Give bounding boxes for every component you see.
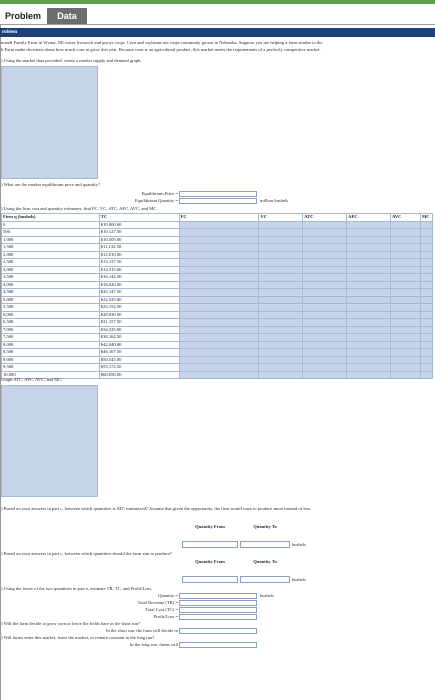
- answer-cell[interactable]: [259, 356, 303, 364]
- column-header: TC: [99, 214, 179, 222]
- answer-cell[interactable]: [303, 326, 347, 334]
- answer-cell[interactable]: [259, 364, 303, 372]
- short-run-label: In the short run, the farm will decide to: [105, 628, 178, 633]
- answer-cell[interactable]: [420, 356, 432, 364]
- profit-loss-label: Profit/Loss =: [153, 614, 178, 619]
- table-row: [2, 364, 433, 372]
- table-row: [2, 326, 433, 334]
- table-row: [2, 274, 433, 282]
- part-c-prompt: ) Using the firm cost and quantity estimates, find FC, VC, ATC, AFC, AVC, and MC.: [1, 206, 158, 211]
- part-d-to-input[interactable]: [240, 541, 290, 548]
- part-e-from-label: Quantity From: [195, 559, 225, 564]
- answer-cell[interactable]: [179, 326, 259, 334]
- answer-cell[interactable]: [179, 281, 259, 289]
- answer-cell[interactable]: [303, 334, 347, 342]
- equilibrium-quantity-input[interactable]: [179, 198, 257, 204]
- answer-cell[interactable]: [303, 236, 347, 244]
- table-row: [2, 311, 433, 319]
- tc-cell: $31,157.50: [99, 319, 179, 327]
- column-header: ATC: [303, 214, 347, 222]
- answer-cell[interactable]: [347, 281, 391, 289]
- answer-cell[interactable]: [303, 311, 347, 319]
- answer-cell[interactable]: [259, 349, 303, 357]
- answer-cell[interactable]: [179, 244, 259, 252]
- answer-cell[interactable]: [259, 326, 303, 334]
- column-header: MC: [420, 214, 432, 222]
- intro-line-1: mandt Family Farm in Wynot, NE raises livestock and grows crops. Corn and soybeans are crops commonly grown in Nebraska. Suppose you are helping a farm similar to the: [1, 40, 323, 45]
- answer-cell[interactable]: [303, 296, 347, 304]
- answer-cell[interactable]: [259, 274, 303, 282]
- long-run-label: In the long run, farms will: [129, 642, 178, 647]
- cost-table-header: [2, 214, 433, 222]
- answer-cell[interactable]: [179, 371, 259, 379]
- firm-q-cell: 1,500: [2, 244, 100, 252]
- answer-cell[interactable]: [259, 259, 303, 267]
- answer-cell[interactable]: [347, 244, 391, 252]
- answer-cell[interactable]: [259, 311, 303, 319]
- table-row: [2, 296, 433, 304]
- answer-cell[interactable]: [391, 334, 421, 342]
- firm-q-cell: 4,500: [2, 289, 100, 297]
- answer-cell[interactable]: [303, 364, 347, 372]
- answer-cell[interactable]: [420, 326, 432, 334]
- part-e-prompt: ) Based on your answers in part c, between which quantities should the farm aim to produce?: [1, 551, 173, 556]
- answer-cell[interactable]: [391, 289, 421, 297]
- answer-cell[interactable]: [259, 296, 303, 304]
- answer-cell[interactable]: [303, 319, 347, 327]
- column-header: FC: [179, 214, 259, 222]
- table-row: [2, 371, 433, 379]
- cost-table: [1, 213, 433, 379]
- answer-cell[interactable]: [347, 274, 391, 282]
- firm-q-cell: 2,000: [2, 251, 100, 259]
- answer-cell[interactable]: [391, 296, 421, 304]
- firm-q-cell: 8,500: [2, 349, 100, 357]
- answer-cell[interactable]: [303, 281, 347, 289]
- firm-q-cell: 9,500: [2, 364, 100, 372]
- answer-cell[interactable]: [347, 289, 391, 297]
- answer-cell[interactable]: [347, 221, 391, 229]
- answer-cell[interactable]: [391, 341, 421, 349]
- answer-cell[interactable]: [347, 356, 391, 364]
- problem-band: [0, 28, 435, 37]
- firm-q-cell: 6,000: [2, 311, 100, 319]
- table-row: [2, 221, 433, 229]
- answer-cell[interactable]: [303, 274, 347, 282]
- answer-cell[interactable]: [259, 229, 303, 237]
- answer-cell[interactable]: [303, 259, 347, 267]
- firm-q-cell: 10,000: [2, 371, 100, 379]
- answer-cell[interactable]: [420, 221, 432, 229]
- tc-cell: $13,137.50: [99, 259, 179, 267]
- answer-cell[interactable]: [391, 364, 421, 372]
- firm-q-cell: 1,000: [2, 236, 100, 244]
- part-f-quantity-input[interactable]: [179, 593, 257, 599]
- answer-cell[interactable]: [420, 371, 432, 379]
- tc-cell: $42,040.00: [99, 341, 179, 349]
- answer-cell[interactable]: [179, 304, 259, 312]
- part-e-to-label: Quantity To: [253, 559, 277, 564]
- answer-cell[interactable]: [179, 236, 259, 244]
- answer-cell[interactable]: [347, 349, 391, 357]
- answer-cell[interactable]: [391, 319, 421, 327]
- profit-loss-input[interactable]: [179, 614, 257, 620]
- answer-cell[interactable]: [303, 244, 347, 252]
- part-h-prompt: ) Will farms enter this market, leave the market, or remain constant in the long run?: [1, 635, 155, 640]
- answer-cell[interactable]: [391, 371, 421, 379]
- answer-cell[interactable]: [179, 251, 259, 259]
- answer-cell[interactable]: [420, 251, 432, 259]
- answer-cell[interactable]: [391, 356, 421, 364]
- answer-cell[interactable]: [303, 266, 347, 274]
- answer-cell[interactable]: [179, 266, 259, 274]
- answer-cell[interactable]: [179, 341, 259, 349]
- answer-cell[interactable]: [420, 311, 432, 319]
- equilibrium-quantity-unit: million bushels: [260, 198, 289, 203]
- answer-cell[interactable]: [347, 251, 391, 259]
- part-d-unit: bushels: [292, 542, 306, 547]
- answer-cell[interactable]: [391, 326, 421, 334]
- table-row: [2, 244, 433, 252]
- table-row: [2, 266, 433, 274]
- answer-cell[interactable]: [347, 259, 391, 267]
- answer-cell[interactable]: [391, 259, 421, 267]
- column-header: VC: [259, 214, 303, 222]
- answer-cell[interactable]: [179, 229, 259, 237]
- answer-cell[interactable]: [303, 304, 347, 312]
- answer-cell[interactable]: [259, 281, 303, 289]
- answer-cell[interactable]: [391, 274, 421, 282]
- firm-q-cell: 4,000: [2, 281, 100, 289]
- table-row: [2, 319, 433, 327]
- answer-cell[interactable]: [303, 349, 347, 357]
- tc-cell: $22,525.00: [99, 296, 179, 304]
- answer-cell[interactable]: [391, 221, 421, 229]
- firm-q-cell: 2,500: [2, 259, 100, 267]
- answer-cell[interactable]: [259, 341, 303, 349]
- answer-cell[interactable]: [347, 229, 391, 237]
- answer-cell[interactable]: [179, 364, 259, 372]
- answer-cell[interactable]: [303, 289, 347, 297]
- answer-cell[interactable]: [303, 221, 347, 229]
- table-row: [2, 236, 433, 244]
- answer-cell[interactable]: [347, 319, 391, 327]
- part-f-quantity-label: Quantity =: [158, 593, 178, 598]
- tc-cell: $18,020.00: [99, 281, 179, 289]
- column-header: AVC: [391, 214, 421, 222]
- tab-bar: [0, 0, 435, 22]
- part-f-prompt: ) Using the lower of the two quantities in part e, estimate TR, TC, and Profit/Loss.: [1, 586, 153, 591]
- answer-cell[interactable]: [420, 259, 432, 267]
- answer-cell[interactable]: [179, 221, 259, 229]
- answer-cell[interactable]: [420, 281, 432, 289]
- answer-cell[interactable]: [303, 356, 347, 364]
- answer-cell[interactable]: [347, 236, 391, 244]
- answer-cell[interactable]: [179, 356, 259, 364]
- answer-cell[interactable]: [420, 349, 432, 357]
- answer-cell[interactable]: [391, 229, 421, 237]
- answer-cell[interactable]: [391, 281, 421, 289]
- firm-q-cell: 500: [2, 229, 100, 237]
- answer-cell[interactable]: [420, 229, 432, 237]
- answer-cell[interactable]: [259, 221, 303, 229]
- tc-cell: $20,147.50: [99, 289, 179, 297]
- answer-cell[interactable]: [347, 296, 391, 304]
- answer-cell[interactable]: [303, 251, 347, 259]
- answer-cell[interactable]: [391, 251, 421, 259]
- tab-problem[interactable]: Problem: [0, 8, 46, 24]
- answer-cell[interactable]: [179, 311, 259, 319]
- answer-cell[interactable]: [259, 266, 303, 274]
- answer-cell[interactable]: [259, 334, 303, 342]
- equilibrium-price-label: Equilibrium Price =: [141, 191, 178, 196]
- column-header: AFC: [347, 214, 391, 222]
- long-run-input[interactable]: [179, 642, 257, 648]
- tc-cell: $10,505.00: [99, 236, 179, 244]
- total-revenue-label: Total Revenue (TR) =: [137, 600, 178, 605]
- answer-cell[interactable]: [347, 334, 391, 342]
- part-b-prompt: ) What are the market equilibrium price and quantity?: [1, 182, 100, 187]
- answer-cell[interactable]: [179, 296, 259, 304]
- part-d-prompt: ) Based on your answers in part c, between which quantities is ATC minimized? Assume that given the opportunity, the firm would want to produce more instead of less.: [1, 506, 312, 511]
- tc-cell: $28,030.00: [99, 311, 179, 319]
- table-row: [2, 304, 433, 312]
- answer-cell[interactable]: [391, 311, 421, 319]
- intro-line-2: h Farm make decisions about how much corn to grow this year. Because corn is an agricultural product, this market meets the requirements of a perfectly competitive market.: [1, 47, 321, 52]
- cost-curves-graph-area[interactable]: [1, 385, 98, 497]
- answer-cell[interactable]: [347, 311, 391, 319]
- answer-cell[interactable]: [391, 236, 421, 244]
- answer-cell[interactable]: [259, 244, 303, 252]
- tc-cell: $14,515.00: [99, 266, 179, 274]
- answer-cell[interactable]: [420, 341, 432, 349]
- answer-cell[interactable]: [259, 304, 303, 312]
- answer-cell[interactable]: [420, 304, 432, 312]
- answer-cell[interactable]: [303, 371, 347, 379]
- tc-cell: $46,167.50: [99, 349, 179, 357]
- short-run-input[interactable]: [179, 628, 257, 634]
- tc-cell: $11,132.50: [99, 244, 179, 252]
- part-a-prompt: ) Using the market data provided, create a market supply and demand graph.: [1, 58, 142, 63]
- firm-q-cell: 3,000: [2, 266, 100, 274]
- tab-data[interactable]: Data: [47, 8, 87, 24]
- table-row: [2, 334, 433, 342]
- firm-q-cell: 0: [2, 221, 100, 229]
- firm-q-cell: 7,000: [2, 326, 100, 334]
- total-cost-input[interactable]: [179, 607, 257, 613]
- answer-cell[interactable]: [303, 229, 347, 237]
- table-row: [2, 289, 433, 297]
- table-row: [2, 341, 433, 349]
- column-header: Firm q (bushels): [2, 214, 100, 222]
- answer-cell[interactable]: [420, 244, 432, 252]
- part-e-unit: bushels: [292, 577, 306, 582]
- firm-q-cell: 5,000: [2, 296, 100, 304]
- answer-cell[interactable]: [179, 259, 259, 267]
- tc-cell: $12,010.00: [99, 251, 179, 259]
- equilibrium-price-input[interactable]: [179, 191, 257, 197]
- answer-cell[interactable]: [347, 266, 391, 274]
- tc-cell: $25,152.50: [99, 304, 179, 312]
- answer-cell[interactable]: [420, 274, 432, 282]
- table-row: [2, 356, 433, 364]
- answer-cell[interactable]: [420, 289, 432, 297]
- answer-cell[interactable]: [420, 319, 432, 327]
- tc-cell: $34,535.00: [99, 326, 179, 334]
- tc-cell: $60,050.00: [99, 371, 179, 379]
- table-row: [2, 229, 433, 237]
- answer-cell[interactable]: [420, 364, 432, 372]
- part-e-from-input[interactable]: [182, 576, 238, 583]
- answer-cell[interactable]: [347, 364, 391, 372]
- equilibrium-quantity-label: Equilibrium Quantity =: [134, 198, 178, 203]
- answer-cell[interactable]: [179, 319, 259, 327]
- tc-cell: $10,000.00: [99, 221, 179, 229]
- answer-cell[interactable]: [179, 334, 259, 342]
- answer-cell[interactable]: [179, 289, 259, 297]
- firm-q-cell: 6,500: [2, 319, 100, 327]
- answer-cell[interactable]: [347, 304, 391, 312]
- part-e-to-input[interactable]: [240, 576, 290, 583]
- answer-cell[interactable]: [259, 289, 303, 297]
- supply-demand-graph-area[interactable]: [1, 66, 98, 179]
- tc-cell: $38,162.50: [99, 334, 179, 342]
- answer-cell[interactable]: [391, 349, 421, 357]
- table-row: [2, 251, 433, 259]
- answer-cell[interactable]: [259, 371, 303, 379]
- firm-q-cell: 7,500: [2, 334, 100, 342]
- firm-q-cell: 9,000: [2, 356, 100, 364]
- part-d-from-label: Quantity From: [195, 524, 225, 529]
- answer-cell[interactable]: [347, 326, 391, 334]
- table-row: [2, 259, 433, 267]
- part-f-unit: bushels: [260, 593, 274, 598]
- answer-cell[interactable]: [420, 334, 432, 342]
- table-row: [2, 281, 433, 289]
- answer-cell[interactable]: [179, 274, 259, 282]
- answer-cell[interactable]: [391, 304, 421, 312]
- answer-cell[interactable]: [259, 236, 303, 244]
- tc-cell: $50,545.00: [99, 356, 179, 364]
- answer-cell[interactable]: [420, 266, 432, 274]
- answer-cell[interactable]: [259, 319, 303, 327]
- answer-cell[interactable]: [391, 266, 421, 274]
- part-c-graph-prompt: Graph ATC, AFC, AVC, and MC.: [1, 377, 63, 382]
- firm-q-cell: 5,500: [2, 304, 100, 312]
- answer-cell[interactable]: [420, 236, 432, 244]
- answer-cell[interactable]: [179, 349, 259, 357]
- total-revenue-input[interactable]: [179, 600, 257, 606]
- tc-cell: $16,142.50: [99, 274, 179, 282]
- answer-cell[interactable]: [303, 341, 347, 349]
- answer-cell[interactable]: [347, 341, 391, 349]
- answer-cell[interactable]: [391, 244, 421, 252]
- problem-band-label: roblem: [2, 30, 18, 35]
- firm-q-cell: 3,500: [2, 274, 100, 282]
- tc-cell: $10,127.50: [99, 229, 179, 237]
- part-g-prompt: ) Will the farm decide to grow corn or leave the fields bare in the short run?: [1, 621, 141, 626]
- firm-q-cell: 8,000: [2, 341, 100, 349]
- answer-cell[interactable]: [259, 251, 303, 259]
- total-cost-label: Total Cost (TC) =: [145, 607, 178, 612]
- part-d-to-label: Quantity To: [253, 524, 277, 529]
- table-row: [2, 349, 433, 357]
- answer-cell[interactable]: [420, 296, 432, 304]
- tc-cell: $55,172.50: [99, 364, 179, 372]
- part-d-from-input[interactable]: [182, 541, 238, 548]
- answer-cell[interactable]: [347, 371, 391, 379]
